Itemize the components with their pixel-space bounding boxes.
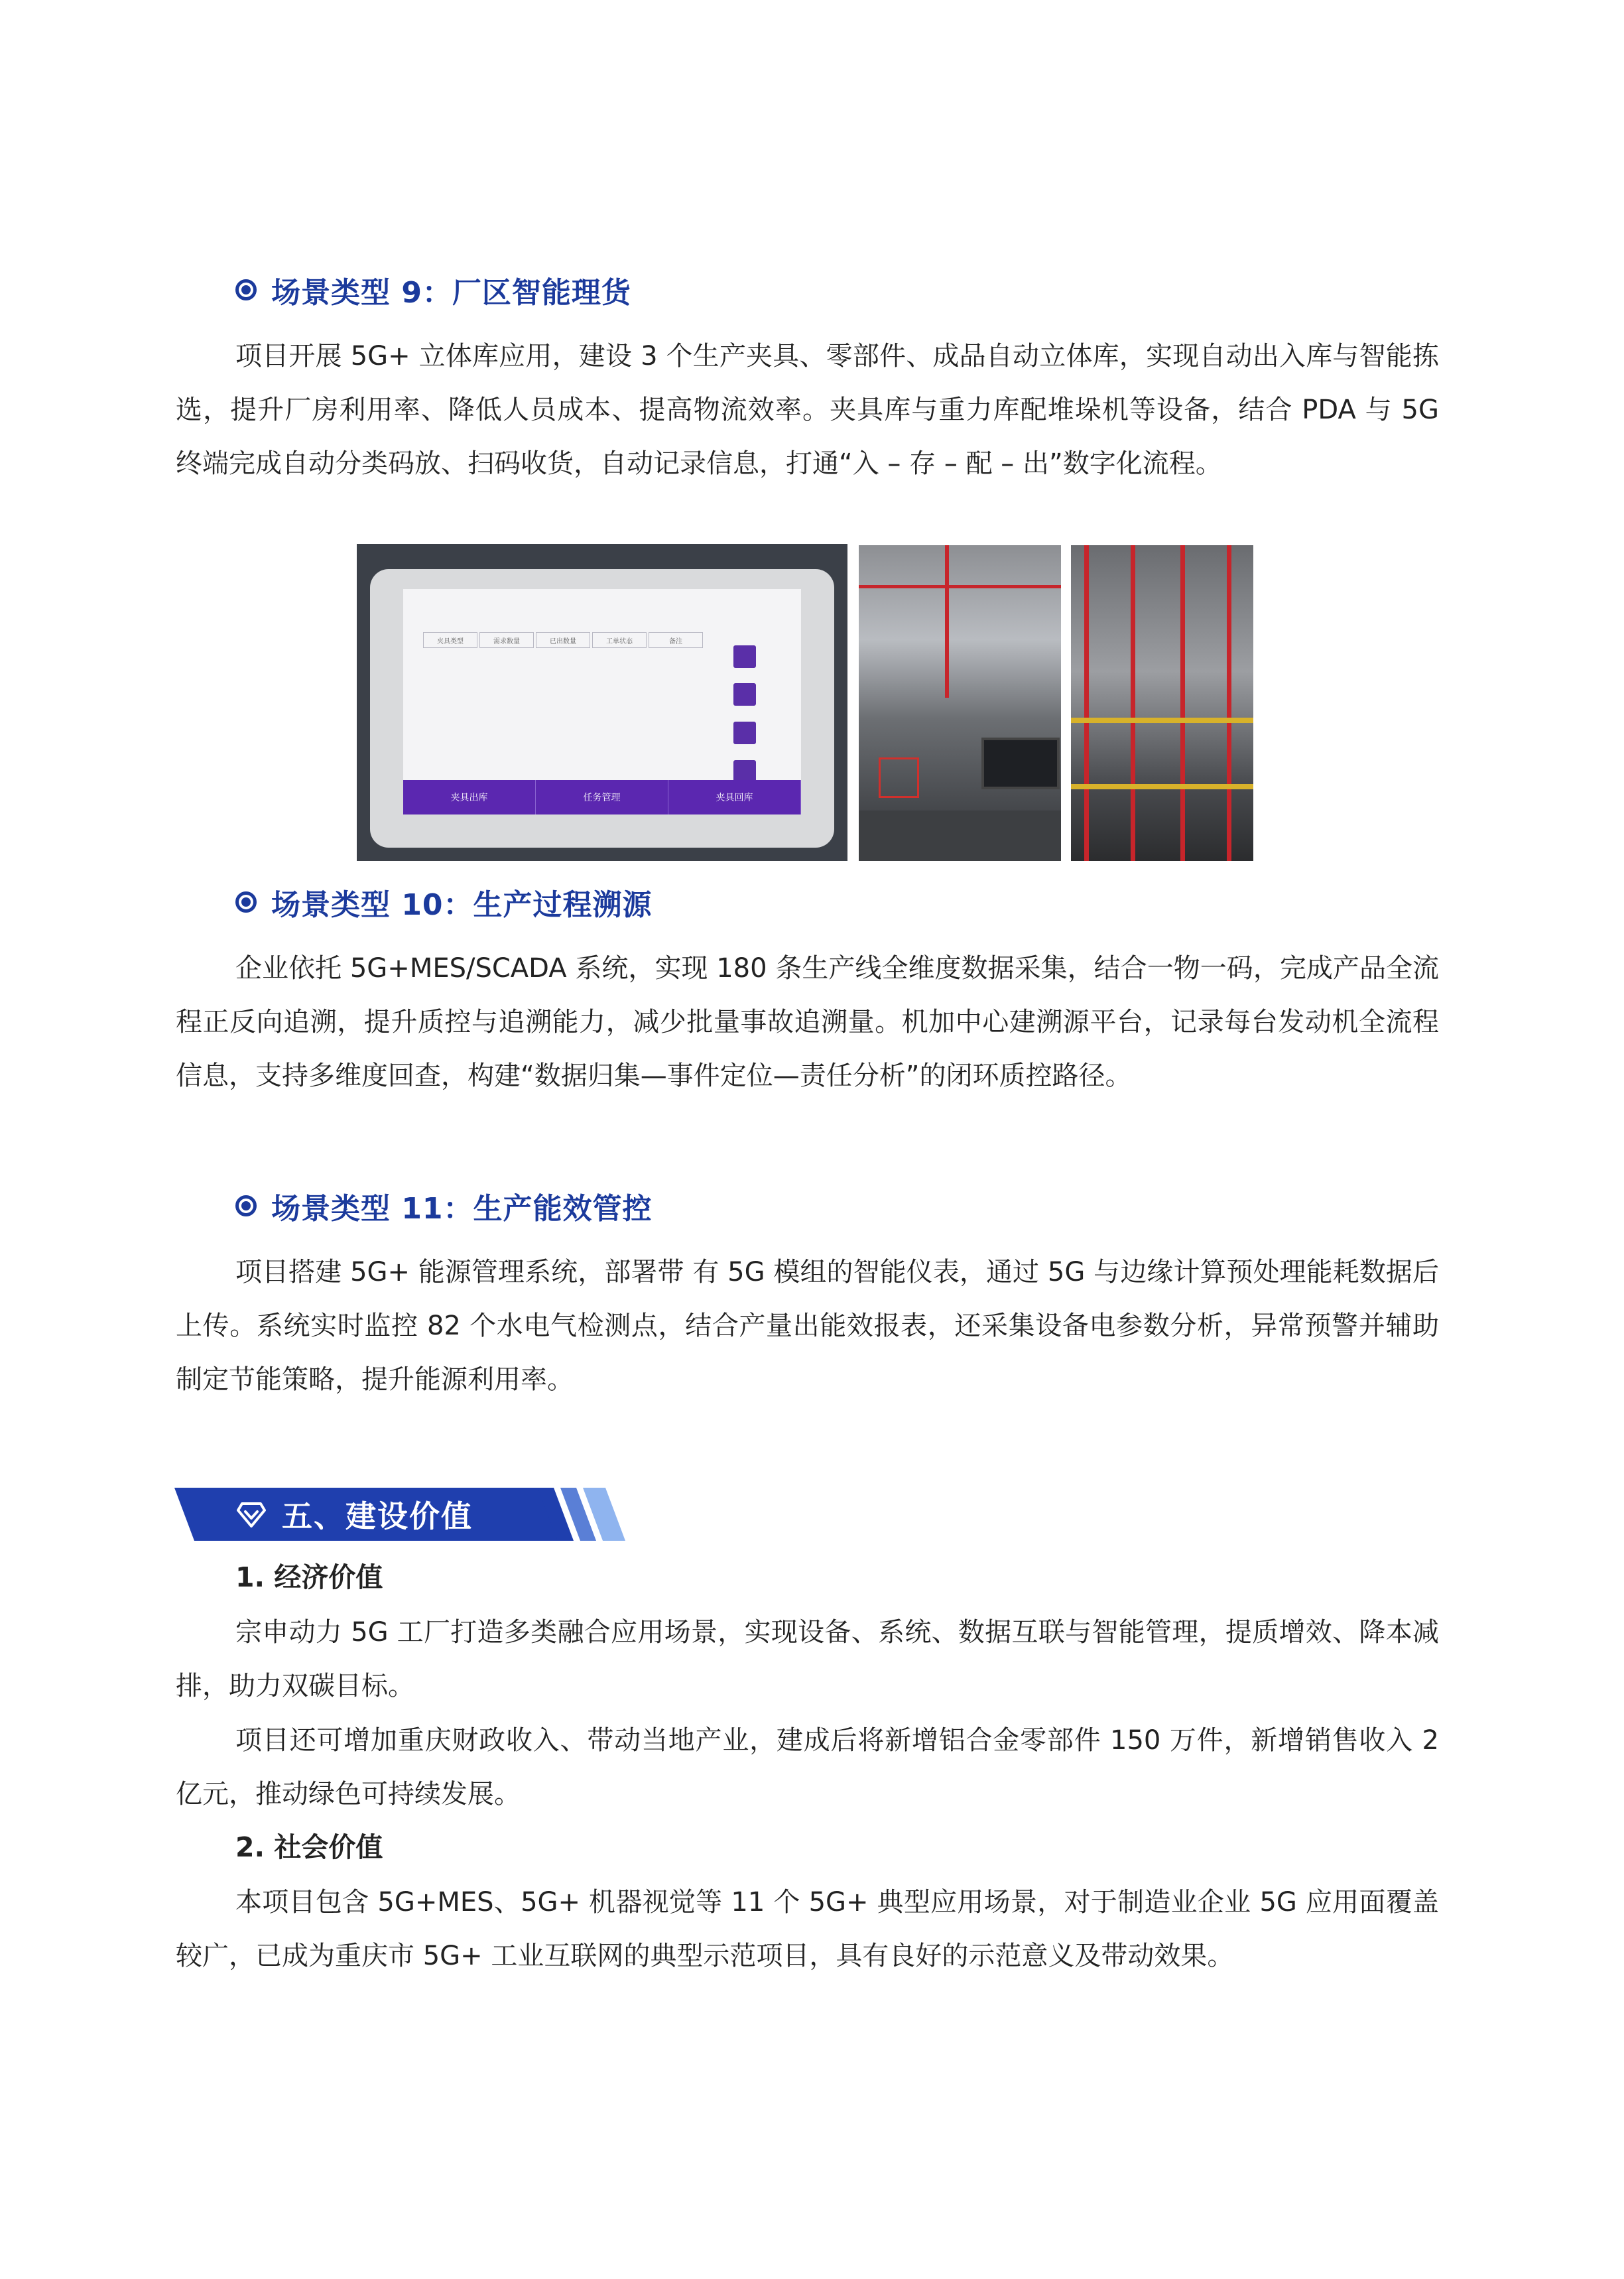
scene11-paragraph: 项目搭建 5G+ 能源管理系统，部署带 有 5G 模组的智能仪表，通过 5G 与边缘计算预处理能耗数据后上传。系统实时监控 82 个水电气检测点，结合产量出能效报表，还采集设备电参数分析，异常预警并辅助制定节能策略，提升能源利用率。: [176, 1257, 1439, 1395]
section-banner: [174, 1488, 625, 1547]
target-bullet-icon: [235, 1195, 257, 1216]
scene10-heading-text: 场景类型 10：生产过程溯源: [271, 888, 653, 922]
red-column: [1131, 545, 1135, 861]
screen-bottom-button: 夹具出库: [403, 780, 536, 814]
section5-title: 五、建设价值: [282, 1498, 473, 1534]
screen-bottom-button: 夹具回库: [668, 780, 801, 814]
social-subtitle: 2. 社会价值: [235, 1831, 383, 1863]
target-bullet-icon: [235, 891, 257, 913]
social-paragraph: 本项目包含 5G+MES、5G+ 机器视觉等 11 个 5G+ 典型应用场景，对于制造业企业 5G 应用面覆盖较广，已成为重庆市 5G+ 工业互联网的典型示范项目，具有良好的示范意义及带动效果。: [176, 1887, 1439, 1971]
diamond-icon: [235, 1498, 267, 1530]
scene10-heading: [235, 879, 653, 925]
screen-bottom-button: 任务管理: [536, 780, 668, 814]
screen-bottom-bar: [403, 780, 801, 814]
economic-subtitle: 1. 经济价值: [235, 1561, 383, 1593]
monitor-shape: [981, 738, 1060, 789]
screen-side-button: [733, 645, 756, 668]
screen-side-button: [733, 722, 756, 744]
scene10-paragraph: 企业依托 5G+MES/SCADA 系统，实现 180 条生产线全维度数据采集，结合一物一码，完成产品全流程正反向追溯，提升质控与追溯能力，减少批量事故追溯量。机加中心建溯源平台，记录每台发动机全流程信息，支持多维度回查，构建“数据归集—事件定位—责任分析”的闭环质控路径。: [176, 953, 1439, 1091]
scene11-heading-text: 场景类型 11：生产能效管控: [271, 1192, 653, 1226]
highlight-box: [879, 757, 919, 798]
tablet-photo: [357, 544, 847, 861]
target-bullet-icon: [235, 279, 257, 300]
floor-shape: [859, 811, 1061, 861]
economic-paragraph-2: 项目还可增加重庆财政收入、带动当地产业，建成后将新增铝合金零部件 150 万件，新增销售收入 2 亿元，推动绿色可持续发展。: [176, 1725, 1439, 1809]
yellow-rail: [1071, 718, 1253, 723]
rack-photo: [1071, 545, 1253, 861]
yellow-rail: [1071, 784, 1253, 789]
screen-tab: 需求数量: [479, 632, 534, 648]
scene11-heading: [235, 1183, 653, 1229]
screen-side-button: [733, 760, 756, 783]
red-column: [1180, 545, 1185, 861]
screen-tab: 备注: [649, 632, 703, 648]
warehouse-photo: [859, 545, 1061, 861]
red-column: [1084, 545, 1089, 861]
tablet-screen: [403, 589, 801, 814]
red-column: [1227, 545, 1231, 861]
screen-tab: 已出数量: [536, 632, 590, 648]
scene9-paragraph: 项目开展 5G+ 立体库应用，建设 3 个生产夹具、零部件、成品自动立体库，实现自动出入库与智能拣选，提升厂房利用率、降低人员成本、提高物流效率。夹具库与重力库配堆垛机等设备，结合 PDA 与 5G 终端完成自动分类码放、扫码收货，自动记录信息，打通“入 – 存 – 配 – 出”数字化流程。: [176, 341, 1439, 479]
red-beam: [859, 585, 1061, 588]
red-beam: [945, 545, 949, 698]
screen-tab: 工单状态: [592, 632, 647, 648]
screen-tab: 夹具类型: [423, 632, 477, 648]
tablet-bezel: [370, 569, 834, 848]
scene9-heading: [235, 267, 631, 313]
screen-side-button: [733, 683, 756, 706]
economic-paragraph-1: 宗申动力 5G 工厂打造多类融合应用场景，实现设备、系统、数据互联与智能管理，提质增效、降本减排，助力双碳目标。: [176, 1617, 1439, 1701]
scene9-heading-text: 场景类型 9：厂区智能理货: [271, 276, 631, 310]
